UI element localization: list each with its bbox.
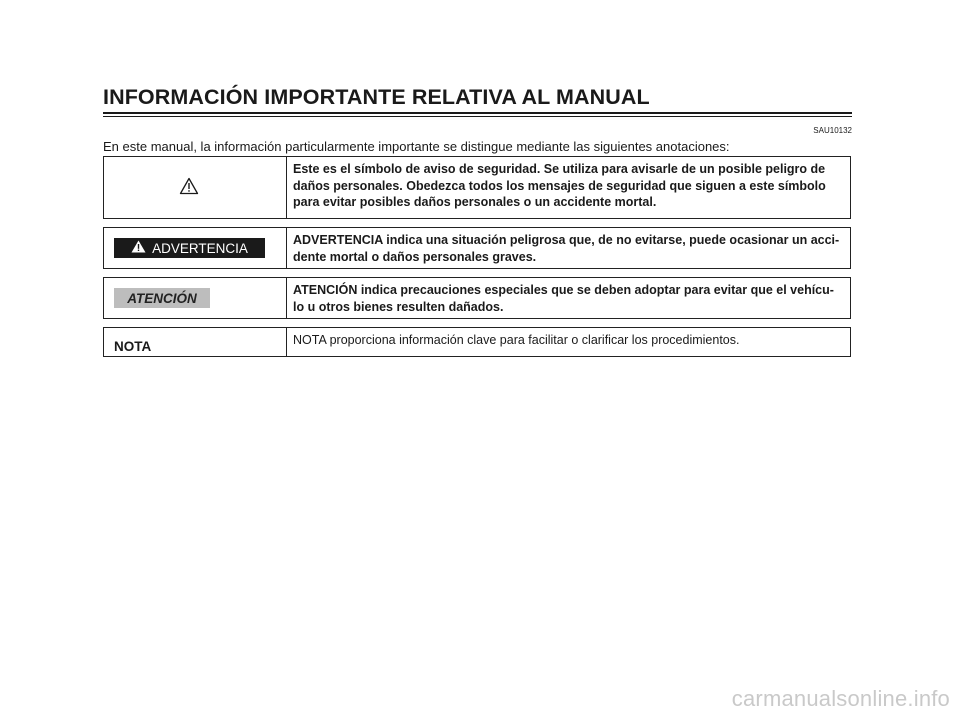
safety-symbol-label-cell xyxy=(104,157,287,218)
safety-symbol-text xyxy=(287,157,850,218)
warning-triangle-icon xyxy=(131,240,146,256)
nota-notice xyxy=(103,327,851,357)
safety-symbol-notice xyxy=(103,156,851,219)
notice-text-line: Este es el símbolo de aviso de seguridad. Se utiliza para avisarle de un posible peligro de xyxy=(293,162,826,176)
advertencia-badge xyxy=(114,238,265,258)
atencion-notice xyxy=(103,277,851,319)
nota-label: NOTA xyxy=(114,339,152,354)
nota-label-cell xyxy=(104,328,287,356)
advertencia-notice xyxy=(103,227,851,269)
intro-paragraph: En este manual, la información particularmente importante se distingue mediante las siguientes anotaciones: xyxy=(103,139,730,154)
atencion-text xyxy=(287,278,850,318)
notice-text-line: daños personales. Obedezca todos los mensajes de seguridad que siguen a este símbolo xyxy=(293,178,826,193)
nota-text xyxy=(287,328,850,356)
notice-text-line: ATENCIÓN indica precauciones especiales que se deben adoptar para evitar que el vehícu- xyxy=(293,283,834,297)
atencion-badge xyxy=(114,288,210,308)
advertencia-label: ADVERTENCIA xyxy=(152,240,248,256)
atencion-label-cell xyxy=(104,278,287,318)
notice-text-line: lo u otros bienes resulten dañados. xyxy=(293,299,504,314)
watermark: carmanualsonline.info xyxy=(731,686,950,711)
advertencia-text xyxy=(287,228,850,268)
title-rule-thick xyxy=(103,112,852,114)
notice-text-line: ADVERTENCIA indica una situación peligrosa que, de no evitarse, puede ocasionar un acci- xyxy=(293,233,840,247)
notice-text-line: NOTA proporciona información clave para facilitar o clarificar los procedimientos. xyxy=(293,333,740,347)
page-title: INFORMACIÓN IMPORTANTE RELATIVA AL MANUAL xyxy=(103,85,650,109)
notice-text-line: dente mortal o daños personales graves. xyxy=(293,249,537,264)
advertencia-label-cell xyxy=(104,228,287,268)
document-code: SAU10132 xyxy=(813,126,852,135)
notice-text-line: para evitar posibles daños personales o un accidente mortal. xyxy=(293,195,657,209)
atencion-label: ATENCIÓN xyxy=(127,290,197,306)
safety-alert-triangle-icon xyxy=(179,177,199,200)
title-rule-thin xyxy=(103,116,852,117)
